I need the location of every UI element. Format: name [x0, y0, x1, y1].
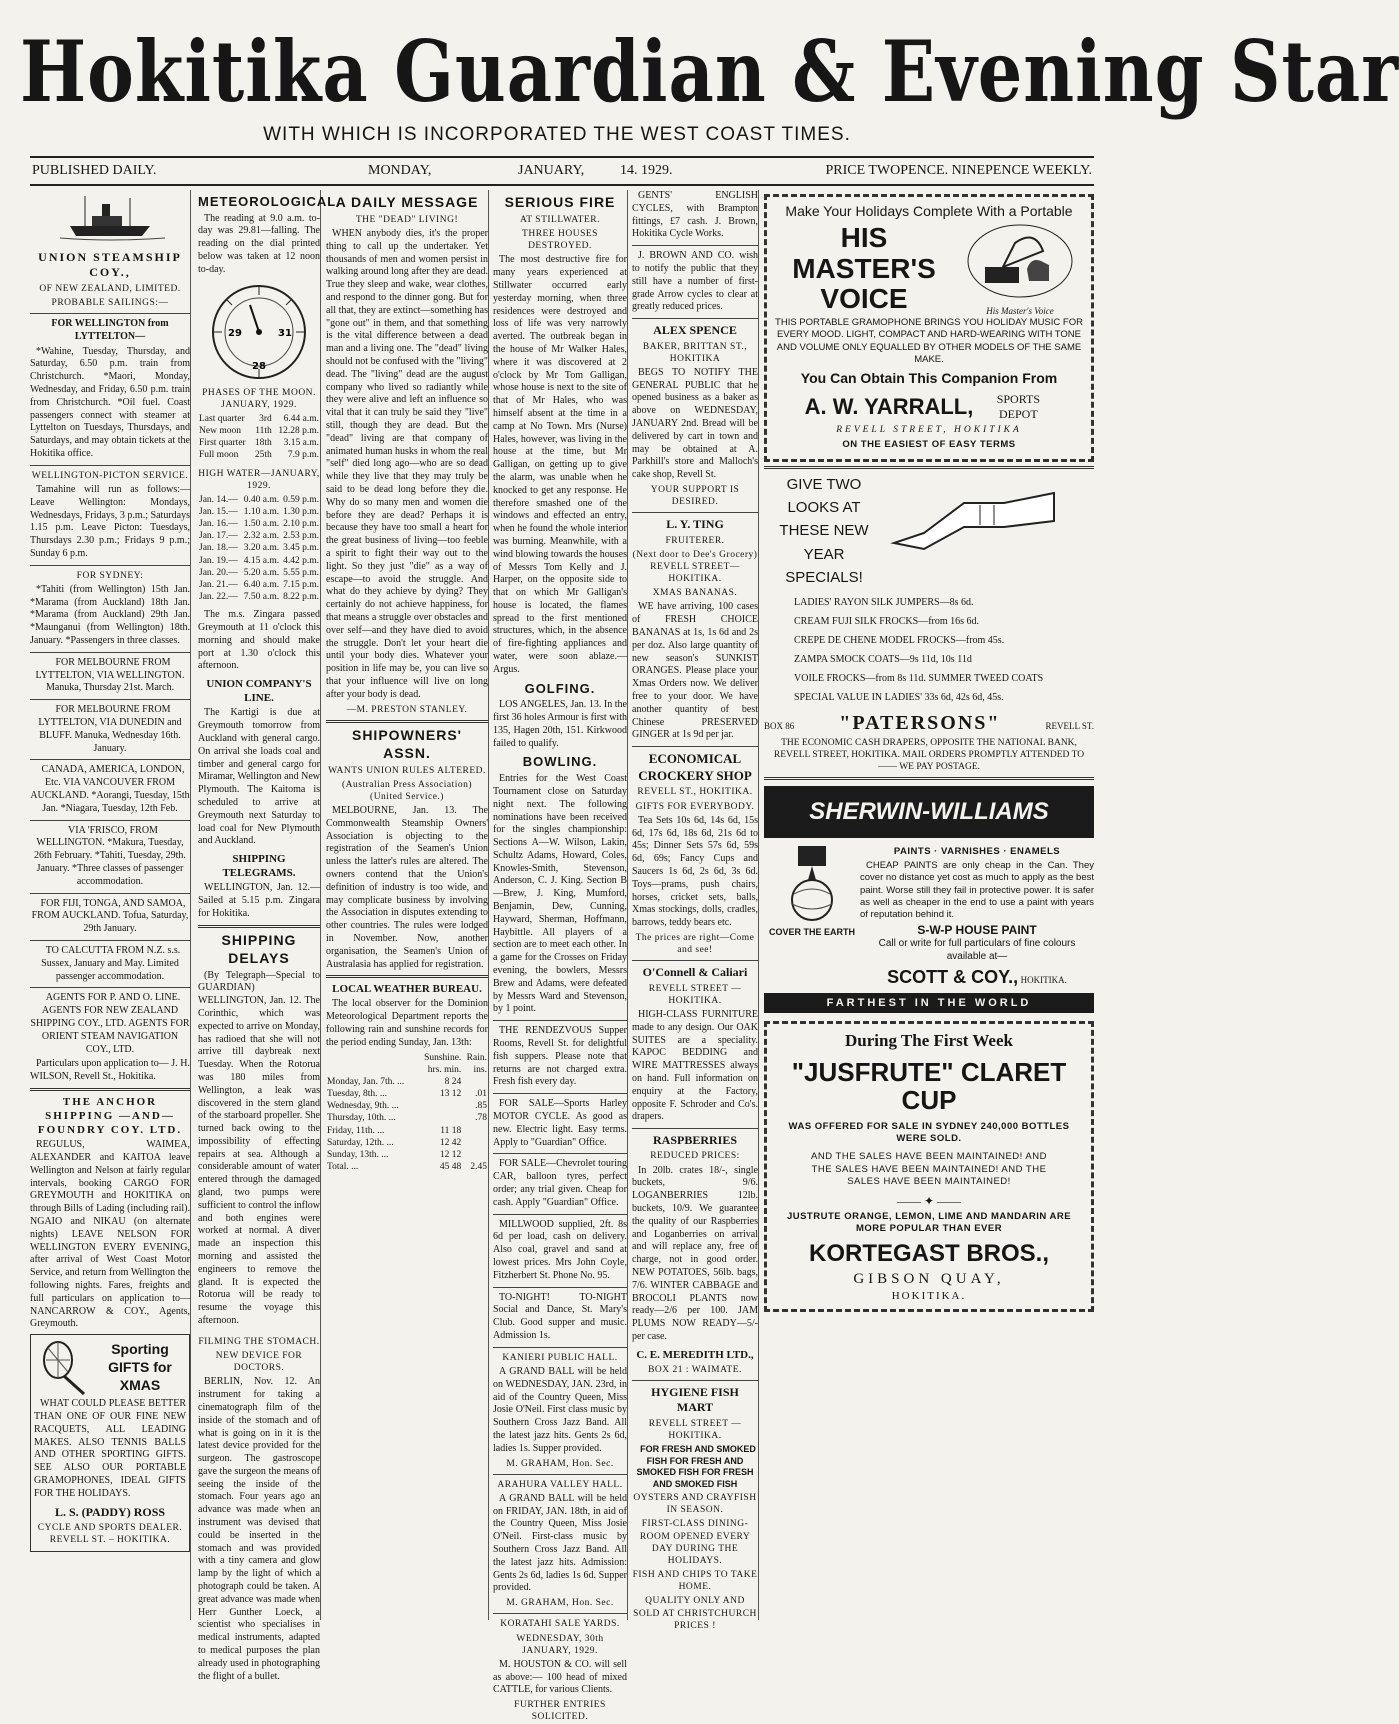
weather-cell: Sunshine. — [424, 1052, 462, 1063]
hmv-ad — [764, 194, 1094, 462]
kortegast-town: HOKITIKA. — [891, 1290, 967, 1303]
tide-cell: Jan. 21.— — [199, 579, 238, 590]
column-display-ads — [764, 190, 1094, 1620]
daily-message-sign: —M. PRESTON STANLEY. — [346, 704, 468, 715]
shipowners-sub: WANTS UNION RULES ALTERED. — [328, 765, 486, 776]
tide-cell: Jan. 15.— — [199, 507, 238, 518]
spence-sub: BAKER, BRITTAN ST., HOKITIKA — [642, 341, 748, 364]
patersons-street: REVELL ST. — [1045, 721, 1094, 732]
tide-cell: 0.59 p.m. — [283, 494, 319, 505]
daily-message-head: A DAILY MESSAGE — [335, 194, 479, 210]
weather-cell: 11 18 — [440, 1125, 462, 1136]
sporting-text: WHAT COULD PLEASE BETTER THAN ONE OF OUR FINE NEW RACQUETS, ALL LEADING MAKES. ALSO TENNIS BALLS AND OTHER SPORTING GIFTS. SEE ALSO OUR PORTABLE GRAMOPHONES, IDEAL GIFTS FOR THE HOLIDAYS. — [34, 1398, 186, 1499]
anchor-title: THE ANCHOR SHIPPING —AND— FOUNDRY COY. LTD. — [37, 1095, 183, 1137]
tide-row — [198, 518, 320, 530]
special-item: LADIES' RAYON SILK JUMPERS—8s 6d. — [794, 597, 974, 609]
shipowners-head: SHIPOWNERS' ASSN. — [351, 726, 462, 761]
met-text: The reading at 9.0 a.m. to-day was 29.81—falling. The reading on the dial printed below was taken at 12 noon to-day. — [198, 212, 320, 275]
svg-text:29: 29 — [228, 327, 242, 339]
weather-cell: 12 42 — [439, 1137, 462, 1148]
dateline — [30, 156, 1094, 186]
weather-cell — [326, 1064, 417, 1076]
weather-table — [326, 1052, 488, 1174]
swp-text: Call or write for full particulars of fine colours available at— — [878, 938, 1076, 963]
barometer-dial — [210, 283, 308, 381]
filming-sub: NEW DEVICE FOR DOCTORS. — [215, 1351, 303, 1374]
ross-name: L. S. (PADDY) ROSS — [54, 1504, 166, 1519]
koratahi-foot: FURTHER ENTRIES SOLICITED. — [514, 1700, 606, 1723]
patersons-text: THE ECONOMIC CASH DRAPERS, OPPOSITE THE NATIONAL BANK, REVELL STREET, HOKITIKA. MAIL ORDERS PROMPTLY ATTENDED TO —— WE PAY POSTAGE. — [773, 737, 1085, 772]
canada-sailings: CANADA, AMERICA, LONDON, Etc. VIA VANCOUVER FROM AUCKLAND. *Aorangi, Tuesday, 15th Jan. *Niagara, Tuesday, 12th Feb. — [30, 764, 190, 814]
tide-cell: Jan. 17.— — [199, 531, 238, 542]
special-item: VOILE FROCKS—from 8s 11d. SUMMER TWEED COATS — [794, 673, 1044, 685]
fish-mart-foot: QUALITY ONLY AND SOLD AT CHRISTCHURCH PRICES ! — [633, 1596, 757, 1631]
tide-cell: 1.30 p.m. — [283, 507, 319, 518]
moon-cell: 12.28 p.m. — [278, 426, 319, 437]
jusfrute-title: "JUSFRUTE" CLARET CUP — [791, 1056, 1067, 1116]
union-title: UNION STEAMSHIP COY., — [38, 250, 182, 280]
weather-row — [326, 1161, 488, 1173]
moon-cell: 7.9 p.m. — [287, 450, 319, 461]
moon-row — [198, 437, 320, 449]
special-item: SPECIAL VALUE IN LADIES' 33s 6d, 42s 6d, 45s. — [794, 692, 1004, 704]
column-daily-message — [326, 190, 489, 1620]
moon-cell: 25th — [254, 450, 272, 461]
wellington-head: FOR WELLINGTON from LYTTELTON— — [51, 318, 169, 342]
sherwin-name: SHERWIN-WILLIAMS — [809, 798, 1049, 826]
filming-head: FILMING THE STOMACH. — [198, 1336, 320, 1347]
crockery-foot: The prices are right—Come and see! — [635, 932, 755, 956]
fire-sub-1: AT STILLWATER. — [519, 214, 600, 225]
sporting-gifts-ad — [30, 1334, 190, 1552]
weather-cell: 45 48 — [439, 1162, 462, 1173]
golfing-head: GOLFING. — [524, 680, 596, 696]
tide-cell: 3.20 a.m. — [243, 543, 280, 554]
tide-row — [198, 494, 320, 506]
weather-cell — [462, 1149, 488, 1161]
tide-row — [198, 530, 320, 542]
union-line-head: UNION COMPANY'S LINE. — [206, 678, 312, 705]
fiji-sailings: FOR FIJI, TONGA, AND SAMOA, FROM AUCKLAND. Tofua, Saturday, 29th January. — [31, 897, 189, 935]
jusfrute-sales: AND THE SALES HAVE BEEN MAINTAINED! AND THE SALES HAVE BEEN MAINTAINED! AND THE SALES HAVE BEEN MAINTAINED! — [811, 1151, 1047, 1187]
weather-row — [326, 1064, 488, 1076]
meredith-sub: BOX 21 : WAIMATE. — [648, 1364, 742, 1375]
column-serious-fire — [493, 190, 628, 1723]
kaniere-hall-text: A GRAND BALL will be held on WEDNESDAY, JAN. 23rd, in aid of the Country Queen, Miss Josie O'Neil. First class music by Southern Cross Jazz Band. All the latest jazz hits. Gents 2s 6d, ladies 1s. Supper provided. — [493, 1365, 627, 1454]
shipping-telegrams-head: SHIPPING TELEGRAMS. — [222, 853, 296, 880]
union-sub: OF NEW ZEALAND, LIMITED. — [39, 283, 181, 294]
patersons-name: "PATERSONS" — [839, 712, 1001, 735]
koratahi-text: M. HOUSTON & CO. will sell as above:— 100 head of mixed CATTLE, for various Clients. — [493, 1658, 627, 1696]
gibson-quay: GIBSON QUAY, — [853, 1271, 1005, 1288]
moon-row — [198, 413, 320, 425]
hmv-logo: His Master's Voice — [986, 305, 1054, 316]
kaniere-hall-head: KANIERI PUBLIC HALL. — [502, 1352, 618, 1363]
tide-row — [198, 591, 320, 603]
weather-row — [326, 1088, 488, 1100]
weather-row — [326, 1100, 488, 1112]
tennis-racquet-icon — [34, 1338, 94, 1398]
weather-cell: Monday, Jan. 7th. ... — [327, 1076, 405, 1087]
weather-row — [326, 1137, 488, 1149]
kaniere-hall-sign: M. GRAHAM, Hon. Sec. — [506, 1458, 614, 1469]
particulars: Particulars upon application to— J. H. WILSON, Revell St., Hokitika. — [30, 1058, 190, 1083]
pointing-hand-icon — [884, 473, 1064, 563]
moon-table — [198, 413, 320, 462]
weather-cell: Rain. — [466, 1052, 487, 1063]
svg-text:28: 28 — [252, 360, 266, 372]
weather-cell: Sunday, 13th. ... — [327, 1149, 389, 1160]
weather-cell: 8 24 — [444, 1076, 462, 1087]
tide-cell: 2.32 a.m. — [243, 531, 280, 542]
yarrall-depot: SPORTS DEPOT — [996, 391, 1040, 422]
calcutta-sailings: TO CALCUTTA FROM N.Z. s.s. Sussex, January and May. Limited passenger accommodation. — [41, 945, 181, 982]
sporting-title: Sporting GIFTS for XMAS — [108, 1341, 172, 1394]
crockery-gifts: GIFTS FOR EVERYBODY. — [635, 801, 755, 812]
for-sale-motorcycle: FOR SALE—Sports Harley MOTOR CYCLE. As good as new. Electric light. Easy terms. Apply to "Guardian" Office. — [493, 1098, 627, 1148]
ting-xmas: XMAS BANANAS. — [652, 588, 738, 599]
fish-mart-dining: FIRST-CLASS DINING-ROOM OPENED EVERY DAY DURING THE HOLIDAYS. — [639, 1519, 751, 1566]
jusfrute-orange: JUSTRUTE ORANGE, LEMON, LIME AND MANDARIN ARE MORE POPULAR THAN EVER — [786, 1211, 1072, 1235]
tide-cell: Jan. 18.— — [199, 543, 238, 554]
weather-cell: .01 — [475, 1089, 487, 1100]
weather-cell — [462, 1125, 488, 1137]
moon-cell: Full moon — [199, 450, 239, 461]
jusfrute-ad — [764, 1021, 1094, 1312]
patersons-ad — [764, 473, 1094, 589]
arahura-hall-text: A GRAND BALL will be held on FRIDAY, JAN. 18th, in aid of the Country Queen, Miss Josie O'Neil. First-class music by Southern Cross Jazz Band. All the latest jazz hits. Admission: Gents 2s 6d, ladies 1s 6d. Supper provided. — [493, 1492, 627, 1594]
special-item: ZAMPA SMOCK COATS—9s 11d, 10s 11d — [794, 654, 972, 666]
weather-row — [326, 1149, 488, 1161]
moon-cell: 3rd — [259, 413, 272, 424]
tide-cell: 2.10 p.m. — [283, 519, 319, 530]
ting-text: WE have arriving, 100 cases of FRESH CHOICE BANANAS at 1s, 1s 6d and 2s per doz. Also large quantity of new season's SUNKIST ORANGES. Please place your Xmas Orders now. We deliver free to your door. We have another quantity of best Chinese PRESERVED GINGER at 1s 9d per jar. — [632, 601, 758, 741]
tide-row — [198, 555, 320, 567]
fish-mart-text: FOR FRESH AND SMOKED FISH FOR FRESH AND SMOKED FISH FOR FRESH AND SMOKED FISH — [636, 1444, 756, 1489]
melbourne-1: FOR MELBOURNE FROM LYTTELTON, VIA WELLINGTON. Manuka, Thursday 21st. March. — [35, 656, 185, 694]
tide-cell: 5.20 a.m. — [243, 567, 280, 578]
weather-cell: Friday, 11th. ... — [327, 1125, 385, 1136]
sherwin-sub: PAINTS · VARNISHES · ENAMELS — [893, 846, 1061, 858]
rendezvous-ad: THE RENDEZVOUS Supper Rooms, Revell St. for delightful fish suppers. Please note that returns are not charged extra. Fresh fish every day. — [493, 1025, 627, 1088]
moon-row — [198, 449, 320, 461]
tide-cell: 0.40 a.m. — [243, 494, 280, 505]
tide-cell: Jan. 22.— — [199, 592, 238, 603]
issue-day: MONDAY, — [368, 163, 432, 178]
moon-cell: 6.44 a.m. — [283, 413, 319, 424]
arahura-hall-head: ARAHURA VALLEY HALL. — [497, 1479, 623, 1490]
hmv-title: HIS MASTER'S VOICE — [792, 221, 936, 315]
tide-cell: 4.15 a.m. — [243, 555, 280, 566]
shipping-delays-head: SHIPPING DELAYS — [221, 931, 297, 966]
union-line-text: The Kartigi is due at Greymouth tomorrow from Auckland with general cargo. On arrival she loads coal and timber and general cargo for Miramar, Wellington and New Plymouth. The Kaitoma is scheduled to arrive at Greymouth next Saturday to load coal for New Plymouth and Auckland. — [198, 707, 320, 847]
weather-cell — [326, 1052, 417, 1064]
brown-cycles-ad: J. BROWN AND CO. wish to notify the public that they still have a number of first-grade Arrow cycles to clear at greatly reduced prices. — [632, 250, 758, 313]
weather-row — [326, 1052, 488, 1064]
met-head: METEOROLOGICAL. — [198, 194, 341, 209]
sydney-text: *Tahiti (from Wellington) 15th Jan. *Marama (from Auckland) 18th Jan. *Marama (from Auckland) 29th Jan. *Maunganui (from Wellington) 18th. January. *Passengers in three classes. — [30, 583, 190, 647]
kortegast-name: KORTEGAST BROS., — [808, 1240, 1049, 1268]
weather-cell: ins. — [473, 1064, 487, 1075]
weather-cell: Saturday, 12th. ... — [327, 1137, 394, 1148]
weather-cell — [462, 1137, 488, 1149]
svg-text:31: 31 — [278, 327, 292, 339]
scott-town: HOKITIKA. — [1020, 974, 1067, 985]
weather-cell: 13 12 — [439, 1089, 462, 1100]
sydney-head: FOR SYDNEY: — [76, 570, 144, 581]
masthead-subtitle: WITH WHICH IS INCORPORATED THE WEST COAST TIMES. — [263, 124, 851, 145]
daily-message-sub: THE "DEAD" LIVING! — [355, 214, 459, 225]
weather-cell: .78 — [475, 1113, 487, 1124]
world-text: FARTHEST IN THE WORLD — [826, 997, 1032, 1010]
agents: AGENTS FOR P. AND O. LINE. AGENTS FOR NEW ZEALAND SHIPPING COY., LTD. AGENTS FOR ORIENT STEAM NAVIGATION COY., LTD. — [30, 992, 190, 1055]
hmv-text: THIS PORTABLE GRAMOPHONE BRINGS YOU HOLIDAY MUSIC FOR EVERY MOOD. LIGHT, COMPACT AND HARD-WEARING WITH TONE AND VOLUME ONLY EQUALLED BY OTHER MODELS OF THE SAME MAKE. — [775, 317, 1083, 365]
world-banner — [764, 993, 1094, 1013]
high-water-head: HIGH WATER—JANUARY, 1929. — [198, 468, 320, 491]
two-looks: GIVE TWO LOOKS AT THESE NEW YEAR SPECIALS! — [779, 475, 869, 586]
weather-cell — [417, 1112, 462, 1124]
weather-cell: .85 — [475, 1101, 487, 1112]
issue-month: JANUARY, — [518, 163, 585, 178]
spence-text: BEGS TO NOTIFY THE GENERAL PUBLIC that he opened business as a baker as above on WEDNESDAY, JANUARY 2nd. Bread will be delivered by cart in town and may be obtained at A. Parkhill's store and Malloch's cake shop, Revell St. — [632, 366, 758, 481]
swp-title: S-W-P HOUSE PAINT — [917, 923, 1037, 938]
jusfrute-sold: WAS OFFERED FOR SALE IN SYDNEY 240,000 BOTTLES WERE SOLD. — [788, 1121, 1070, 1145]
shipping-delays-text: (By Telegraph—Special to GUARDIAN) WELLINGTON, Jan. 12. The Corinthic, which was expected to arrive on Monday, has radioed that she will not arrive till daybreak next Tuesday. When the Rotorua was 180 miles from Wellington, a leak was discovered in the stern gland of the starboard propeller. She turned back owing to the impossibility of effecting repairs at sea. Although a considerable amount of water entered through the damaged gland, two pumps were sufficient to control the inflow and both engines were worked at normal. A diver made an inspection this morning and assisted the engineers to remove the gland. It is expected the Rotorua will be ready to resume the voyage this afternoon. — [198, 969, 321, 1327]
millwood-ad: MILLWOOD supplied, 2ft. 8s 6d per load, cash on delivery. Also coal, gravel and sand at lowest prices. Mrs John Coyle, Fitzherbert St. Phone No. 95. — [493, 1218, 627, 1281]
weather-cell: 2.45 — [470, 1162, 487, 1173]
raspberries-head: RASPBERRIES — [652, 1133, 738, 1148]
tide-row — [198, 579, 320, 591]
weather-cell: Tuesday, 8th. ... — [327, 1089, 387, 1100]
weather-cell: hrs. min. — [427, 1064, 462, 1075]
tide-row — [198, 542, 320, 554]
spence-name: ALEX SPENCE — [653, 323, 737, 338]
weather-cell: Total. ... — [327, 1162, 359, 1173]
moon-cell: 3.15 a.m. — [283, 438, 319, 449]
moon-row — [198, 425, 320, 437]
column-local-ads — [632, 190, 759, 1631]
specials-list — [794, 593, 1094, 707]
tide-cell: 5.55 p.m. — [283, 567, 319, 578]
fish-mart-name: HYGIENE FISH MART — [651, 1385, 739, 1415]
raspberries-text: In 20lb. crates 18/-, single buckets, 9/6. LOGANBERRIES 12lb. buckets, 10/9. We guarantee the quality of our Raspberries and Loganberries on arrival and will replace any, free of charge, not in good order. NEW POTATOES, 56lb. bags, 7/6. WINTER CABBAGE and BROCOLI PLANTS now ready—2/6 per 100. JAM PLUMS NOW READY—5/- per case. — [632, 1164, 758, 1342]
tide-cell: 7.15 p.m. — [283, 579, 319, 590]
tide-row — [198, 567, 320, 579]
fish-mart-chips: FISH AND CHIPS TO TAKE HOME. — [632, 1570, 758, 1593]
tide-cell: 2.53 p.m. — [283, 531, 319, 542]
hmv-obtain: You Can Obtain This Companion From — [800, 369, 1058, 386]
fire-text: The most destructive fire for many years experienced at Stillwater occurred early yesterday morning, when three residences were destroyed and loss of life was very narrowly averted. The outbreak began in the house of Mr Walker Hales, where it was discovered at 2 o'clock by Mr Tom Galligan, whose house is next to the site of that of Mr Hales, who was himself absent at the time in a camp at No Town. Mrs (Nurse) Hales, however, was living in the house at the time, but Mr Galligan, on getting up to give the alarm, was unable when he knocked to get any response. He therefore smashed one of the windows and effected an entry, when he found the whole interior was burning. Meanwhile, with a wind blowing towards the houses of Messrs Tom Kelly and J. Harper, on the opposite side to that on which Mr Galligan's house is located, the flames spread to the first mentioned structures, which, in the absence of fire-fighting appliances and water, were soon ablaze.—Argus. — [493, 254, 627, 675]
gramophone-dog-icon — [965, 221, 1075, 301]
yarrall-terms: ON THE EASIEST OF EASY TERMS — [842, 438, 1016, 450]
tide-cell: Jan. 20.— — [199, 567, 238, 578]
koratahi-head: KORATAHI SALE YARDS. — [500, 1619, 620, 1630]
ting-sub: FRUITERER. — [665, 535, 725, 546]
anchor-text: REGULUS, WAIMEA, ALEXANDER and KAITOA leave Wellington and Nelson at fairly regular intervals, booking CARGO FOR GREYMOUTH and HOKITIKA on through Bills of Lading (including rail). NGAIO and NIKAU (on alternate nights) LEAVE NELSON FOR WELLINGTON EVERY EVENING, after arrival of West Coast Motor Service, and return from Wellington the following nights. Fares, freights and full particulars on application to— NANCARROW & COY., Agents, Greymouth. — [30, 1139, 190, 1330]
wellington-text: *Wahine, Tuesday, Thursday, and Saturday, 6.50 p.m. train from Christchurch. *Maori, Monday, Wednesday, and Friday, 6.50 p.m. train from Christchurch. *Oil fuel. Coast passengers connect with steamer at Lyttelton on Tuesdays, Thursdays, and Saturdays, and may obtain tickets at the Hokitika office. — [30, 345, 190, 459]
masthead-title: Hokitika Guardian & Evening Star — [20, 21, 1399, 122]
bowling-text: Entries for the West Coast Tournament close on Saturday night next. The following nominations have been received for the singles championship: Sections A—W. Wilson, Lakin, Schultz Adams, Howard, Coles, Knowles-Smith, Stevenson, Anderson, C. J. King. Section B—Brew, J. King, Mumford, Benjamin, Dew, Cunning, Hayward, Sherman, Hoffmann, Haybittle. All players of a section are to meet each other. In a game for the Crosses on Friday evening, the bowlers, Messrs Brew and Adams, were defeated by Messrs Ward and Stevenson, by 1 point. — [493, 773, 627, 1015]
frisco-sailings: VIA 'FRISCO, FROM WELLINGTON. *Makura, Tuesday, 26th February. *Tahiti, Tuesday, 29th. January. *Three classes of passenger accommodation. — [34, 824, 186, 887]
yarrall-address: REVELL STREET, HOKITIKA — [836, 425, 1022, 436]
probable-sailings: PROBABLE SAILINGS:— — [51, 297, 169, 308]
tide-cell: 4.42 p.m. — [283, 555, 319, 566]
ting-address: (Next door to Dee's Grocery) REVELL STREET—HOKITIKA. — [632, 549, 758, 585]
fish-mart-oysters: OYSTERS AND CRAYFISH IN SEASON. — [633, 1493, 757, 1516]
arahura-hall-sign: M. GRAHAM, Hon. Sec. — [506, 1598, 614, 1609]
oconnell-text: HIGH-CLASS FURNITURE made to any design. Our OAK SUITES are a speciality. KAPOC BEDDING and WIRE MATTRESSES always on hand. Full information on enquiry at the Factory, opposite F. Schroder and Co's. drapers. — [632, 1008, 758, 1123]
weather-row — [326, 1112, 488, 1124]
fish-mart-address: REVELL STREET — HOKITIKA. — [648, 1418, 742, 1441]
hmv-top: Make Your Holidays Complete With a Portable — [785, 203, 1073, 219]
golfing-text: LOS ANGELES, Jan. 13. In the first 36 holes Armour is first with 135, Hagen 20th, 151. Kirkwood failed to qualify. — [493, 699, 627, 749]
tide-cell: Jan. 16.— — [199, 519, 238, 530]
crockery-text: Tea Sets 10s 6d, 14s 6d, 15s 6d, 17s 6d, 18s 6d, 21s 6d to 45s; Dinner Sets 57s 6d, 59s 6d, 69s; Fancy Cups and Saucers 1s 6d, 2s 6d, 3s 6d. Toys—prams, push chairs, horses, cricket sets, balls, Xmas stockings, dolls, cradles, barrows, teddy bears etc. — [632, 814, 758, 929]
issue-date: 14. 1929. — [620, 163, 673, 178]
english-cycles-ad: GENTS' ENGLISH CYCLES, with Brampton fittings, £7 cash. J. Brown, Hokitika Cycle Works. — [632, 190, 758, 240]
first-week: During The First Week — [845, 1031, 1013, 1051]
published-daily: PUBLISHED DAILY. — [32, 163, 157, 178]
tide-row — [198, 506, 320, 518]
tide-cell: 1.10 a.m. — [243, 507, 280, 518]
column-shipping — [30, 190, 191, 1620]
weather-row — [326, 1076, 488, 1088]
melbourne-2: FOR MELBOURNE FROM LYTTELTON, VIA DUNEDIN and BLUFF. Manuka, Wednesday 16th. January. — [38, 704, 182, 754]
crockery-name: ECONOMICAL CROCKERY SHOP — [638, 751, 752, 783]
globe-paint-can-icon — [772, 844, 852, 922]
moon-cell: First quarter — [199, 438, 246, 449]
bowling-head: BOWLING. — [522, 754, 598, 770]
scott-name: SCOTT & COY., — [887, 966, 1019, 987]
moon-phases-head: PHASES OF THE MOON. JANUARY, 1929. — [202, 387, 316, 410]
weather-row — [326, 1125, 488, 1137]
sherwin-text: CHEAP PAINTS are only cheap in the Can. They cover no distance yet cost as much to apply as the best paint. Worse still they fail in protective power. It is safer as well as cheaper in the end to use a paint with years of reputation behind it. — [860, 860, 1094, 920]
tide-cell: 1.50 a.m. — [243, 519, 280, 530]
tonight-social: TO-NIGHT! TO-NIGHT Social and Dance, St. Mary's Club. Good supper and music. Admission 1s. — [493, 1291, 627, 1341]
oconnell-address: REVELL STREET — HOKITIKA. — [648, 983, 742, 1006]
weather-bureau-text: The local observer for the Dominion Meteorological Department reports the following rain and sunshine records for the period ending Sunday, Jan. 13th: — [326, 998, 488, 1048]
fire-head: SERIOUS FIRE — [504, 194, 616, 210]
spence-foot: YOUR SUPPORT IS DESIRED. — [650, 485, 740, 508]
filming-text: BERLIN, Nov. 12. An instrument for taking a cinematograph film of the inside of the stomach and of what is going on in it is the latest device provided for the surgeon. The gastroscope gave the surgeon the means of seeing the inside of the stomach. Four years ago an advance was made when an instrument was devised that could be inserted in the stomach and was provided with a tiny camera and glow lamp by the light of which a photograph could be taken. A great advance was made when Herr Gunther Loeck, a scientist who specialises in medical instruments, adapted to medical purposes the plan already used in photographing the flight of a bullet. — [198, 1376, 320, 1682]
for-sale-car: FOR SALE—Chevrolet touring CAR, balloon tyres, perfect order; any trial given. Cheap for cash. Apply "Guardian" Office. — [493, 1158, 627, 1208]
tide-cell: 7.50 a.m. — [243, 592, 280, 603]
meredith-name: C. E. MEREDITH LTD., — [636, 1348, 754, 1361]
fire-sub-2: THREE HOUSES DESTROYED. — [522, 229, 598, 252]
special-item: CREPE DE CHENE MODEL FROCKS—from 45s. — [794, 635, 1005, 647]
moon-cell: 18th — [254, 438, 272, 449]
yarrall-name: A. W. YARRALL, — [804, 394, 974, 420]
special-item: CREAM FUJI SILK FROCKS—from 16s 6d. — [794, 616, 980, 628]
ting-name: L. Y. TING — [666, 517, 724, 532]
picton-text: Tamahine will run as follows:— Leave Wellington: Mondays, Wednesdays, Fridays, 3 p.m.; Saturdays 1.15 p.m. Leave Picton: Tuesdays, Thursdays 2.30 p.m.; Fridays 9 p.m.; Sunday 6 p.m. — [30, 483, 190, 559]
tide-table — [198, 494, 320, 603]
sherwin-cover: COVER THE EARTH — [768, 926, 855, 937]
shipowners-text: MELBOURNE, Jan. 13. The Commonwealth Steamship Owners' Association is objecting to the registration of the Seamen's Union unless the latter's rules are altered. The owners contend that the Union's definition of industry is too wide, and may complicate business by involving the Association in disputes extending to other countries. The rules were lodged in November. Now, another organisation, the Seamen's Union of Australasia has applied for registration. — [326, 804, 488, 970]
ross-sub: CYCLE AND SPORTS DEALER. REVELL ST. – HOKITIKA. — [37, 1522, 183, 1546]
tide-cell: 8.22 p.m. — [283, 592, 319, 603]
shipowners-source: (Australian Press Association) (United Service.) — [341, 779, 473, 802]
shipping-telegrams-text: WELLINGTON, Jan. 12.—Sailed at 5.15 p.m. Zingara for Hokitika. — [198, 882, 320, 919]
column-meteorological — [198, 190, 341, 1682]
raspberries-sub: REDUCED PRICES: — [650, 1151, 740, 1162]
daily-message-text: WHEN anybody dies, it's the proper thing to call up the undertaker. Yet thousands of men and women persist in walking around long after they are dead. True they sleep and wake, wear clothes, and respond to the dinner gong. But for all that, they are extinct—something has "gone out" in them, and that something is the vital difference between a dead man and a living one. The "dead" living should not be confused with the "living" dead. The "living" dead are the august company who lived so radiantly while they were alive and left an influence so vital that it can truly be said they "live" still, though they are dead. But the "dead" living are that company of animated human husks in whom the real "self" died long ago—who are so dead while they live that they may truly be said to be dead long before they die. Why do so many men and women die before they are dead? Perhaps it is because they have too small a heart for the great business of living—too feeble a spirit to fight their way out to the light. So they just "die" as a way of escape—to avoid the struggle. And what do they achieve by dying? They certainly do not achieve happiness, for that means a struggle over obstacles and over self—and they have died to avoid the struggle. Don't let your heart die until your body dies. Whatever your position in life may be, you can live so that your influence will live on long after your body is dead. — [326, 228, 488, 700]
jusfrute-ornament: —— ✦ —— — [896, 1193, 962, 1208]
weather-cell — [417, 1100, 462, 1112]
koratahi-date: WEDNESDAY, 30th JANUARY, 1929. — [516, 1633, 604, 1656]
steamship-illustration — [30, 192, 190, 244]
tide-cell: Jan. 14.— — [199, 494, 238, 505]
picton-head: WELLINGTON-PICTON SERVICE. — [31, 470, 189, 481]
moon-cell: Last quarter — [199, 413, 245, 424]
zingara-note: The m.s. Zingara passed Greymouth at 11 o'clock this morning and should make port at 1.30 o'clock this afternoon. — [198, 609, 320, 672]
oconnell-name: O'Connell & Caliari — [642, 965, 748, 980]
patersons-box: BOX 86 — [764, 721, 795, 732]
tide-cell: 3.45 p.m. — [283, 543, 319, 554]
issue-price: PRICE TWOPENCE. NINEPENCE WEEKLY. — [825, 163, 1092, 178]
weather-bureau-head: LOCAL WEATHER BUREAU. — [332, 983, 482, 996]
weather-cell: Thursday, 10th. ... — [327, 1113, 396, 1124]
weather-cell — [462, 1076, 488, 1088]
moon-cell: New moon — [199, 426, 241, 437]
sherwin-banner — [764, 786, 1094, 838]
weather-cell: Wednesday, 9th. ... — [327, 1101, 399, 1112]
moon-cell: 11th — [255, 426, 272, 437]
tide-cell: Jan. 19.— — [199, 555, 238, 566]
tide-cell: 6.40 a.m. — [243, 579, 280, 590]
weather-cell: 12 12 — [439, 1149, 462, 1160]
crockery-address: REVELL ST., HOKITIKA. — [637, 787, 753, 798]
